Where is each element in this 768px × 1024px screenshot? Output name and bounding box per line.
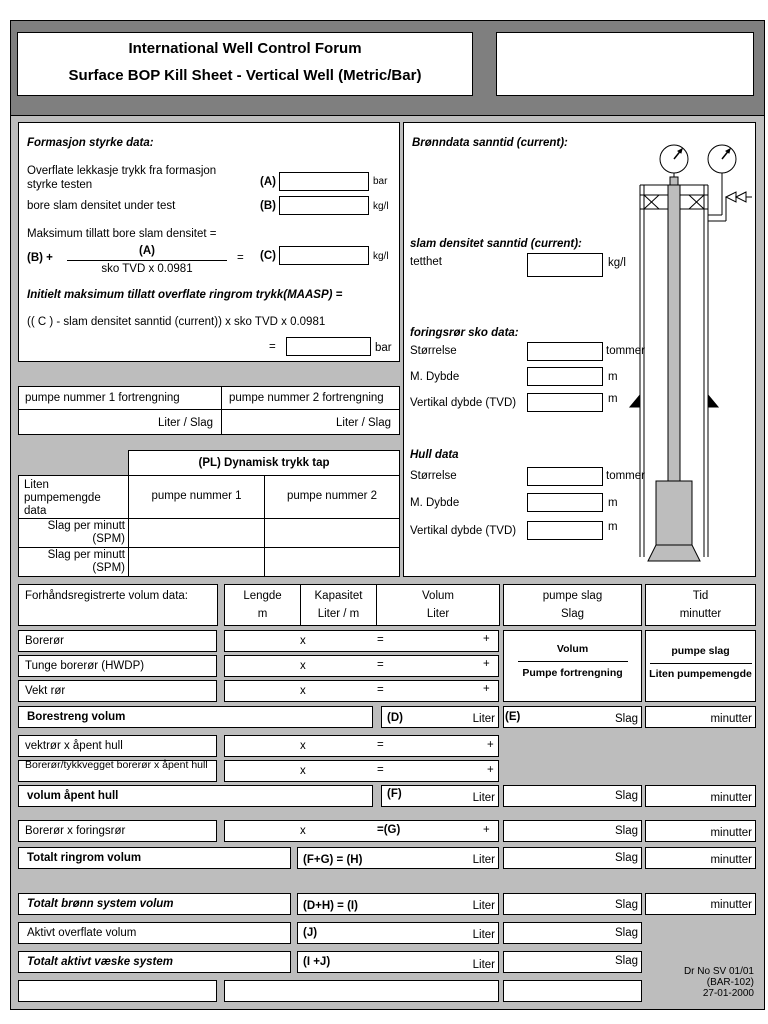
row-hw-oh-label-cell xyxy=(18,760,217,782)
maasp-heading: Initielt maksimum tillatt overflate ringrom trykk(MAASP) = xyxy=(27,289,343,301)
marker-e: (E) xyxy=(505,711,521,723)
row-dp-csg-plus: + xyxy=(483,824,490,836)
marker-fgh: (F+G) = (H) xyxy=(303,854,363,866)
current-density-field[interactable] xyxy=(527,253,603,277)
row-dc-plus: + xyxy=(483,683,490,695)
strokes-formula-num: Volum xyxy=(556,643,589,655)
active-total-strokes-field[interactable] xyxy=(503,951,642,973)
density-unit: kg/l xyxy=(608,257,626,269)
spm-row2-header xyxy=(18,547,129,577)
string-volume-unit: Liter xyxy=(472,713,495,725)
well-total-time-unit: minutter xyxy=(710,899,752,911)
csg-strokes-unit: Slag xyxy=(614,825,638,837)
strokes-formula-line xyxy=(518,661,628,662)
well-total-strokes-unit: Slag xyxy=(614,899,638,911)
dynamic-title: (PL) Dynamisk trykk tap xyxy=(198,457,330,469)
spm-row1-label: Slag per minutt (SPM) xyxy=(47,520,125,545)
pump1-unit: Liter / Slag xyxy=(158,417,213,429)
row-dc-calc-field[interactable] xyxy=(224,680,499,702)
col-length-cell xyxy=(224,584,301,626)
volume-header-label: Forhåndsregistrerte volum data: xyxy=(25,590,188,602)
formation-heading: Formasjon styrke data: xyxy=(27,137,154,149)
string-volume-field[interactable] xyxy=(381,706,499,728)
row-hwdp-plus: + xyxy=(483,658,490,670)
formation-box xyxy=(18,122,400,362)
annulus-total-label-cell xyxy=(18,847,291,869)
hole-tvd-unit: m xyxy=(608,521,618,533)
annulus-total-label: Totalt ringrom volum xyxy=(27,852,142,864)
title-line-1: International Well Control Forum xyxy=(128,40,362,57)
well-total-label-cell xyxy=(18,893,291,915)
maasp-equals: = xyxy=(269,341,276,353)
string-volume-label-cell xyxy=(18,706,373,728)
col-strokes-cell xyxy=(503,584,642,626)
time-formula-line xyxy=(650,663,752,664)
marker-a: (A) xyxy=(260,176,276,188)
spm-row2-pump2-field[interactable] xyxy=(264,547,400,577)
hole-md-field[interactable] xyxy=(527,493,603,512)
max-density-field[interactable] xyxy=(279,246,369,265)
marker-f: (F) xyxy=(387,788,402,800)
row-dc-oh-label-cell xyxy=(18,735,217,757)
col-time-cell xyxy=(645,584,756,626)
casing-size-label: Størrelse xyxy=(410,345,457,357)
marker-c: (C) xyxy=(260,250,276,262)
blank-field-2[interactable] xyxy=(224,980,499,1002)
row-hw-oh-eq: = xyxy=(377,764,384,776)
dynamic-col2-cell xyxy=(264,475,400,519)
col-capacity: Kapasitet xyxy=(314,590,363,602)
row-dp-csg-label-cell xyxy=(18,820,217,842)
hole-size-field[interactable] xyxy=(527,467,603,486)
current-well-box xyxy=(403,122,756,577)
casing-size-field[interactable] xyxy=(527,342,603,361)
active-surface-label: Aktivt overflate volum xyxy=(27,927,137,939)
col-time: Tid xyxy=(692,590,709,602)
max-density-label: Maksimum tillatt bore slam densitet = xyxy=(27,228,217,240)
leak-pressure-field[interactable] xyxy=(279,172,369,191)
col-length-unit: m xyxy=(257,608,268,620)
row-dc-label-cell xyxy=(18,680,217,702)
well-total-time-field[interactable] xyxy=(645,893,756,915)
marker-g: =(G) xyxy=(377,824,401,836)
csg-strokes-field[interactable] xyxy=(503,820,642,842)
row-dp-x: x xyxy=(300,635,306,647)
col-strokes: pumpe slag xyxy=(542,590,603,602)
string-strokes-field[interactable] xyxy=(503,706,642,728)
row-dp-calc-field[interactable] xyxy=(224,630,499,652)
row-hwdp-calc-field[interactable] xyxy=(224,655,499,677)
col-time-unit: minutter xyxy=(679,608,722,620)
col-capacity-cell xyxy=(300,584,377,626)
row-dc-x: x xyxy=(300,685,306,697)
annulus-strokes-unit: Slag xyxy=(614,852,638,864)
oh-time-field[interactable] xyxy=(645,785,756,807)
casing-tvd-field[interactable] xyxy=(527,393,603,412)
active-total-unit: Liter xyxy=(472,959,495,971)
active-surface-label-cell xyxy=(18,922,291,944)
hole-heading: Hull data xyxy=(410,449,459,461)
string-strokes-unit: Slag xyxy=(614,713,638,725)
row-dp-csg-x: x xyxy=(300,825,306,837)
time-formula-num: pumpe slag xyxy=(671,645,730,657)
row-dc-oh-calc-field[interactable] xyxy=(224,735,499,757)
pump1-label-cell xyxy=(18,386,222,410)
active-total-strokes-unit: Slag xyxy=(614,955,638,967)
active-surface-strokes-field[interactable] xyxy=(503,922,642,944)
pump2-label: pumpe nummer 2 fortrengning xyxy=(229,392,384,404)
bar-reference: (BAR-102) xyxy=(706,977,754,988)
unit-bar: bar xyxy=(373,176,388,187)
dynamic-title-cell xyxy=(128,450,400,476)
row-dc-oh-plus: + xyxy=(487,739,494,751)
current-well-heading: Brønndata sanntid (current): xyxy=(412,137,568,149)
active-total-field[interactable] xyxy=(297,951,499,973)
marker-dhi: (D+H) = (I) xyxy=(303,900,358,912)
hole-tvd-field[interactable] xyxy=(527,521,603,540)
pump2-displacement-field[interactable] xyxy=(221,409,400,435)
density-label: tetthet xyxy=(410,256,442,268)
dynamic-col1-cell xyxy=(128,475,265,519)
hole-md-unit: m xyxy=(608,497,618,509)
dynamic-row-header-cell xyxy=(18,475,129,519)
row-dp-csg-calc-field[interactable] xyxy=(224,820,499,842)
time-formula-cell xyxy=(645,630,756,702)
mud-heading: slam densitet sanntid (current): xyxy=(410,238,582,250)
leak-label-1: Overflate lekkasje trykk fra formasjon xyxy=(27,165,217,177)
oh-time-unit: minutter xyxy=(710,792,752,804)
row-dp-label: Borerør xyxy=(25,635,64,647)
row-dp-csg-label: Borerør x foringsrør xyxy=(25,825,126,837)
marker-b: (B) xyxy=(260,200,276,212)
casing-md-label: M. Dybde xyxy=(410,371,460,383)
maasp-formula: (( C ) - slam densitet sanntid (current)) x sko TVD x 0.0981 xyxy=(27,316,326,328)
csg-time-unit: minutter xyxy=(710,827,752,839)
row-hw-oh-plus: + xyxy=(487,764,494,776)
pump1-label: pumpe nummer 1 fortrengning xyxy=(25,392,180,404)
unit-kgl: kg/l xyxy=(373,201,389,212)
marker-ij: (I +J) xyxy=(303,956,331,968)
unit-kgl-2: kg/l xyxy=(373,251,389,262)
well-total-field[interactable] xyxy=(297,893,499,915)
annulus-total-unit: Liter xyxy=(472,854,495,866)
col-capacity-unit: Liter / m xyxy=(317,608,360,620)
casing-heading: foringsrør sko data: xyxy=(410,327,519,339)
row-hwdp-label-cell xyxy=(18,655,217,677)
well-total-strokes-field[interactable] xyxy=(503,893,642,915)
col-length: Lengde xyxy=(243,590,282,602)
casing-size-unit: tommer xyxy=(606,345,645,357)
active-total-label: Totalt aktivt væske system xyxy=(27,956,173,968)
doc-number: Dr No SV 01/01 xyxy=(683,966,754,977)
revision-date: 27-01-2000 xyxy=(702,988,754,999)
logo-box xyxy=(496,32,754,96)
row-hwdp-x: x xyxy=(300,660,306,672)
row-dc-label: Vekt rør xyxy=(25,685,66,697)
row-dc-oh-eq: = xyxy=(377,739,384,751)
title-line-2: Surface BOP Kill Sheet - Vertical Well (Metric/Bar) xyxy=(68,67,422,84)
annulus-total-field[interactable] xyxy=(297,847,499,869)
dynamic-col1: pumpe nummer 1 xyxy=(151,490,242,502)
volume-header-cell xyxy=(18,584,218,626)
well-total-unit: Liter xyxy=(472,900,495,912)
spm-row2-pump1-field[interactable] xyxy=(128,547,265,577)
test-density-field[interactable] xyxy=(279,196,369,215)
spm-row1-header xyxy=(18,518,129,548)
row-hw-oh-x: x xyxy=(300,765,306,777)
casing-tvd-unit: m xyxy=(608,393,618,405)
active-surface-field[interactable] xyxy=(297,922,499,944)
blank-field-3[interactable] xyxy=(503,980,642,1002)
col-strokes-unit: Slag xyxy=(560,608,585,620)
spm-row2-label: Slag per minutt (SPM) xyxy=(47,549,125,574)
leak-label-2: styrke testen xyxy=(27,179,93,191)
formula-fraction-line xyxy=(67,260,227,261)
pump1-displacement-field[interactable] xyxy=(18,409,222,435)
row-dc-oh-x: x xyxy=(300,740,306,752)
formula-numerator: (A) xyxy=(139,245,155,257)
annulus-strokes-field[interactable] xyxy=(503,847,642,869)
string-time-unit: minutter xyxy=(710,713,752,725)
mud-density-label: bore slam densitet under test xyxy=(27,200,176,212)
col-volume: Volum xyxy=(422,590,454,602)
oh-volume-label-cell xyxy=(18,785,373,807)
hole-tvd-label: Vertikal dybde (TVD) xyxy=(410,525,517,537)
active-surface-strokes-unit: Slag xyxy=(614,927,638,939)
row-dp-label-cell xyxy=(18,630,217,652)
oh-volume-field[interactable] xyxy=(381,785,499,807)
oh-volume-label: volum åpent hull xyxy=(27,790,119,802)
casing-md-unit: m xyxy=(608,371,618,383)
oh-volume-unit: Liter xyxy=(472,792,495,804)
hole-size-unit: tommer xyxy=(606,470,645,482)
string-volume-label: Borestreng volum xyxy=(27,711,126,723)
strokes-formula-den: Pumpe fortrengning xyxy=(522,667,623,679)
pump2-label-cell xyxy=(221,386,400,410)
active-total-label-cell xyxy=(18,951,291,973)
blank-field-1[interactable] xyxy=(18,980,217,1002)
dynamic-row-header: Liten pumpemengde data xyxy=(24,479,101,517)
row-dp-plus: + xyxy=(483,633,490,645)
annulus-time-field[interactable] xyxy=(645,847,756,869)
spm-row1-pump1-field[interactable] xyxy=(128,518,265,548)
marker-j: (J) xyxy=(303,927,318,939)
hole-md-label: M. Dybde xyxy=(410,497,460,509)
formula-b-plus: (B) + xyxy=(27,252,53,264)
strokes-formula-cell xyxy=(503,630,642,702)
maasp-field[interactable] xyxy=(286,337,371,356)
csg-time-field[interactable] xyxy=(645,820,756,842)
casing-tvd-label: Vertikal dybde (TVD) xyxy=(410,397,517,409)
row-hw-oh-calc-field[interactable] xyxy=(224,760,499,782)
row-dc-eq: = xyxy=(377,684,384,696)
maasp-unit: bar xyxy=(375,342,392,354)
row-dp-eq: = xyxy=(377,634,384,646)
oh-strokes-field[interactable] xyxy=(503,785,642,807)
dynamic-col2: pumpe nummer 2 xyxy=(286,490,378,502)
formula-equals: = xyxy=(237,252,244,264)
time-formula-den: Liten pumpemengde xyxy=(649,668,752,680)
row-dc-oh-label: vektrør x åpent hull xyxy=(25,740,123,752)
active-surface-unit: Liter xyxy=(472,929,495,941)
spm-row1-pump2-field[interactable] xyxy=(264,518,400,548)
row-hwdp-label: Tunge borerør (HWDP) xyxy=(25,660,145,672)
string-time-field[interactable] xyxy=(645,706,756,728)
annulus-time-unit: minutter xyxy=(710,854,752,866)
well-schematic xyxy=(624,137,754,565)
casing-md-field[interactable] xyxy=(527,367,603,386)
marker-d: (D) xyxy=(387,712,403,724)
row-hw-oh-label: Borerør/tykkvegget borerør x åpent hull xyxy=(25,759,208,771)
oh-strokes-unit: Slag xyxy=(614,790,638,802)
formula-denominator: sko TVD x 0.0981 xyxy=(101,263,193,275)
title-box xyxy=(17,32,473,96)
row-hwdp-eq: = xyxy=(377,659,384,671)
well-total-label: Totalt brønn system volum xyxy=(27,898,174,910)
pump2-unit: Liter / Slag xyxy=(336,417,391,429)
hole-size-label: Størrelse xyxy=(410,470,457,482)
col-volume-unit: Liter xyxy=(426,608,450,620)
col-volume-cell xyxy=(376,584,500,626)
